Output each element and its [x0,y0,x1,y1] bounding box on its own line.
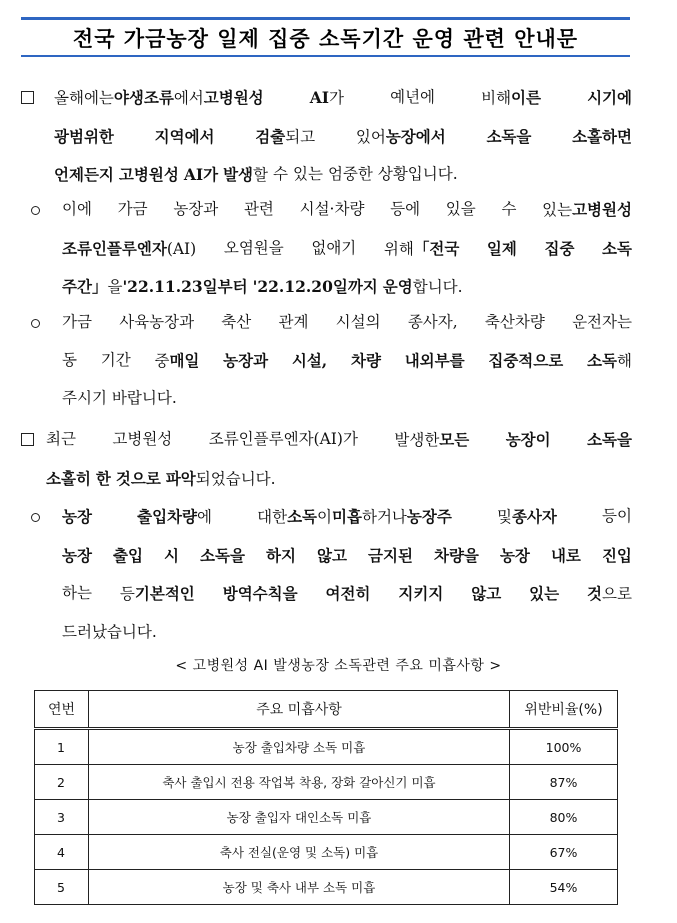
text: 있어 [355,127,386,146]
bold-text: 소홀히 [46,468,91,488]
word [326,575,371,614]
text: 있는 [542,201,573,219]
text: 등 [119,585,135,603]
word [486,118,531,157]
bold-text: 소독을 [200,545,245,565]
word [587,575,632,614]
row-ratio: 67% [510,835,618,870]
word [244,191,274,230]
word [62,230,196,269]
word [155,118,215,157]
word [224,230,284,269]
text: 이 [317,508,333,526]
text: 및 [496,508,512,526]
word [336,304,381,342]
bold-text: 차량 [350,350,381,370]
word [166,460,276,499]
text: 오염원을 [223,238,284,257]
bold-text: 고병원성 [203,88,264,107]
text-line [62,380,632,418]
bold-text: '22.12.20일까지 [252,277,378,296]
bold-text: 집중 [544,238,575,258]
word [118,191,148,230]
bold-text: 농장주 [406,507,452,526]
word [266,537,296,576]
bold-text: 농장 [499,545,530,565]
text: 해 [616,351,632,370]
row-ratio: 80% [510,800,618,835]
word [587,342,632,381]
word [506,421,551,460]
bold-text: 지키지 [398,584,444,603]
text: 에 [197,508,212,526]
bold-text: 모든 [439,430,470,449]
word [485,304,545,342]
text: 관계 [278,313,309,331]
text: 중 [154,351,170,370]
row-number: 2 [35,765,89,800]
bold-text: 이른 [511,88,541,107]
bold-text: 파악 [165,468,196,488]
text-line [62,191,632,230]
text-line [62,342,632,381]
text: 올해에는 [54,89,114,107]
word [602,230,632,269]
square-bullet-icon [21,433,34,446]
word [529,575,559,614]
text: 동 [62,350,77,369]
text: 엄중한 [327,165,373,183]
word [300,191,365,230]
text: 발생한 [394,431,440,449]
word [587,421,632,460]
row-item: 농장 출입차량 소독 미흡 [89,729,510,765]
word [446,191,476,230]
row-ratio: 87% [510,765,618,800]
text-line [62,498,632,537]
text: 기간 [100,350,131,369]
word [200,537,245,576]
table-row [35,729,618,765]
text: 조류인플루엔자(AI)가 [208,430,358,448]
word [62,304,92,342]
word [62,498,92,537]
bold-text: 것으로 [115,468,161,488]
text-line [62,304,632,342]
bold-text: 것 [587,584,603,603]
bold-text: 종사자 [511,507,557,526]
word [223,156,268,195]
bold-text: 고병원성 [572,200,632,219]
table-row [35,870,618,905]
text-line [46,460,632,499]
text: 최근 [46,430,76,448]
word [257,498,452,537]
word [273,156,288,195]
bold-text: 진입 [601,545,632,565]
bold-text: 있는 [529,584,560,603]
text: 고병원성 [112,430,173,448]
bold-text: 소독 [287,507,318,526]
word [62,342,77,381]
word [544,230,574,269]
word [602,498,632,537]
word [317,537,347,576]
word [351,342,381,381]
word [223,342,268,381]
word [119,156,179,195]
word [481,79,541,118]
word [293,156,323,195]
text: 하거나 [361,508,407,526]
bold-text: 내외부를 [404,350,465,370]
circle-bullet-icon [31,319,40,328]
word [46,460,91,499]
bold-text: 않고 [471,584,502,603]
text: 있을 [445,200,476,218]
word [154,342,199,381]
text: 되고 [285,127,316,146]
text: 상황입니다. [377,165,458,183]
text: 하는 [62,584,92,602]
text: 할 [253,166,268,184]
text: 위해 [383,239,414,258]
table-row [35,765,618,800]
bold-text: 미흡 [332,507,362,526]
bold-text: 고병원성 [118,165,179,184]
violation-table [34,690,618,905]
text: 에서 [173,89,204,107]
text-line [46,421,632,460]
column-header-item: 주요 미흡사항 [89,691,510,729]
text: 바랍니다. [111,389,177,407]
word [292,342,327,381]
text: 종사자, [407,313,458,331]
word [46,421,76,460]
word [62,380,107,418]
text: 합니다. [412,278,463,296]
text-line [62,268,632,307]
word [253,268,378,307]
word [328,156,373,195]
word [184,156,218,195]
text: 대한 [257,508,288,526]
text: 을 [107,278,123,296]
section2-paragraph [46,421,632,498]
text-line [62,575,632,614]
word [602,537,632,576]
row-number: 5 [35,870,89,905]
bold-text: 차량을 [433,545,479,565]
table-row [35,800,618,835]
word [390,191,420,230]
bold-text: 집중적으로 [488,350,564,370]
bold-text: 운영 [382,277,413,296]
text: 드러났습니다. [62,622,157,641]
text: 운전자는 [572,313,632,331]
row-item: 농장 및 축사 내부 소독 미흡 [89,870,510,905]
word [112,380,177,418]
bold-text: 금지된 [368,545,413,565]
row-item: 축사 전실(운영 및 소독) 미흡 [89,835,510,870]
column-header-ratio: 위반비율(%) [510,691,618,729]
text: 예년에 [390,88,436,106]
bold-text: '22.11.23일부터 [122,277,248,296]
word [398,575,443,614]
word [62,575,92,614]
bold-text: 하지 [266,545,296,565]
square-bullet-icon [21,91,34,104]
table-row [35,835,618,870]
section1-sub2-paragraph [62,304,632,418]
word [587,79,632,118]
row-number: 4 [35,835,89,870]
bold-text: 방역수칙을 [222,584,298,603]
text: 주시기 [62,389,107,407]
bold-text: 농장에서 [385,126,446,146]
word [62,537,92,576]
bold-text: 야생조류 [113,88,174,107]
word [54,156,114,195]
word [223,575,298,614]
text: 가금 [62,313,92,331]
word [311,230,356,269]
word [221,304,251,342]
text: 으로 [602,585,632,603]
word [394,421,469,460]
bold-text: 소독 [602,238,632,258]
bold-text: 시 [164,545,179,565]
word [62,191,92,230]
word [408,304,458,342]
bold-text: 시기에 [587,88,632,107]
row-item: 농장 출입자 대인소독 미흡 [89,800,510,835]
word [383,268,463,307]
section1-sub1-paragraph [62,191,632,307]
table-header-row [35,691,618,729]
text-line [62,614,632,652]
text: 가 [329,89,345,107]
bold-text: 조류인플루엔자 [62,238,167,258]
bold-text: 발생 [223,165,254,184]
word [54,118,114,157]
bold-text: 소독을 [587,430,632,449]
text: 관련 [243,200,274,218]
bold-text: 소독 [587,350,617,370]
word [572,304,632,342]
text-line [54,118,632,157]
bold-text: 소홀하면 [572,126,632,146]
word [62,268,248,307]
text: 등이 [602,507,632,525]
column-header-number: 연번 [35,691,89,729]
bold-text: 「전국 [413,238,460,258]
text-line [54,79,632,118]
bold-text: 농장 [62,545,92,565]
bold-text: 광범위한 [54,126,114,146]
text-line [54,156,632,195]
bold-text: 검출 [255,126,286,146]
word [119,304,194,342]
word [487,230,517,269]
word [62,614,157,652]
word [164,537,179,576]
row-number: 3 [35,800,89,835]
word [173,191,218,230]
table-caption: < 고병원성 AI 발생농장 소독관련 주요 미흡사항 > [175,658,502,674]
text: 비해 [481,89,512,107]
text: 수 [273,165,288,183]
bold-text: 농장이 [505,430,551,449]
text-line [62,537,632,576]
text: 등에 [390,200,421,218]
text: 사육농장과 [119,313,195,331]
word [137,498,212,537]
word [471,575,501,614]
text: 있는 [292,165,323,183]
word [572,118,632,157]
document-title: 전국 가금농장 일제 집중 소독기간 운영 관련 안내문 [21,20,630,55]
word [101,342,131,381]
word [120,575,195,614]
bold-text: 한 [95,468,111,488]
word [209,421,358,460]
word [356,118,446,157]
section2-sub1-paragraph [62,498,632,651]
word [278,304,308,342]
word [96,460,111,499]
bold-text: 일제 [486,238,517,258]
word [378,156,458,195]
text: 없애기 [311,238,357,257]
text: (AI) [166,239,197,258]
bold-text: 내로 [550,545,581,565]
word [405,342,465,381]
word [500,537,530,576]
section1-paragraph [54,79,632,195]
word [310,79,344,118]
bold-text: 출입 [113,545,143,565]
bold-text: 지역에서 [154,126,215,146]
text: 시설·차량 [299,200,365,218]
bold-text: 주간」 [62,277,108,296]
row-ratio: 100% [510,729,618,765]
word [497,498,557,537]
word [368,537,413,576]
text: 시설의 [335,313,381,331]
bold-text: 기본적인 [134,584,195,603]
bold-text: 여전히 [325,584,371,603]
bold-text: 않고 [317,545,347,565]
row-item: 축사 출입시 전용 작업복 착용, 장화 갈아신기 미흡 [89,765,510,800]
bold-text: AI [309,88,330,107]
bold-text: 시설, [291,350,328,370]
text: 이에 [62,200,92,218]
circle-bullet-icon [31,513,40,522]
circle-bullet-icon [31,206,40,215]
bold-text: 농장 [62,507,92,526]
text: 수 [501,200,517,218]
word [116,460,161,499]
word [542,191,632,230]
text: 되었습니다. [195,469,276,488]
text: 축산 [221,313,252,331]
word [434,537,479,576]
title-box [21,17,630,57]
word [390,79,435,118]
bold-text: 언제든지 [54,165,114,184]
word [112,421,172,460]
word [54,79,264,118]
word [113,537,143,576]
text: 농장과 [173,200,219,218]
word [488,342,563,381]
word [384,230,459,269]
bold-text: 농장과 [223,350,269,370]
row-ratio: 54% [510,870,618,905]
bold-text: 소독을 [486,126,532,146]
word [255,118,315,157]
bold-text: AI가 [183,165,219,184]
word [501,191,516,230]
bold-text: 출입차량 [137,507,197,526]
text: 축산차량 [484,313,545,331]
word [551,537,581,576]
row-number: 1 [35,729,89,765]
text-line [62,230,632,269]
bold-text: 매일 [169,350,200,370]
text: 가금 [117,200,148,218]
